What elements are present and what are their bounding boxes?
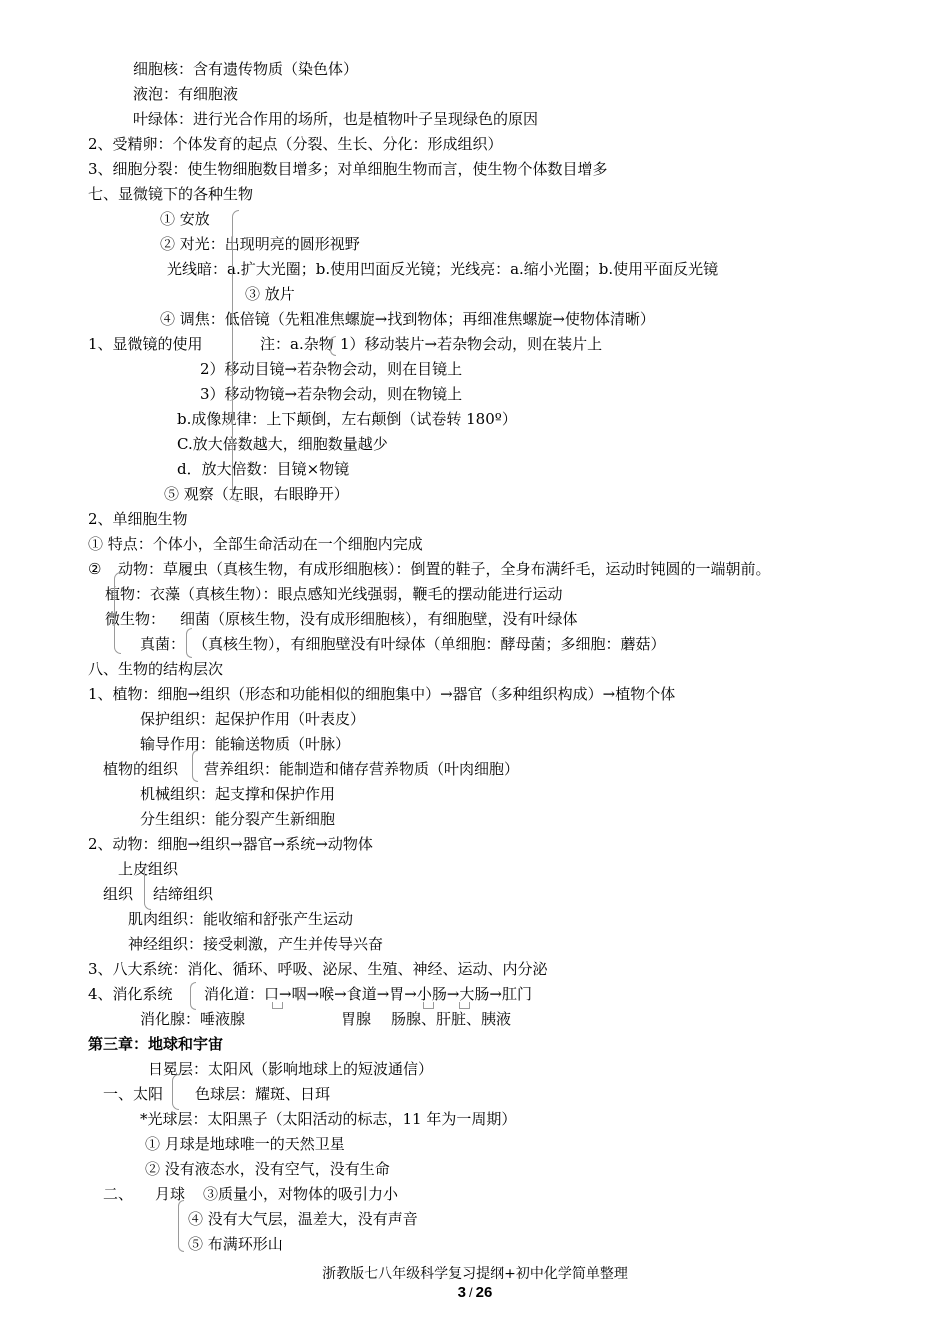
text-line: 消化道：口→咽→喉→食道→胃→小肠→大肠→肛门 [204, 985, 532, 1003]
brace-icon [186, 628, 192, 658]
chapter-heading: 第三章：地球和宇宙 [88, 1035, 224, 1053]
text-line: 叶绿体：进行光合作用的场所，也是植物叶子呈现绿色的原因 [133, 110, 539, 128]
page-indicator [0, 1284, 950, 1301]
text-line: 输导作用：能输送物质（叶脉） [140, 735, 351, 753]
text-line: 微生物： [105, 610, 166, 628]
text-line: 真菌： [140, 635, 186, 653]
text-line: 液泡：有细胞液 [133, 85, 239, 103]
text-line: ④ 没有大气层，温差大，没有声音 [188, 1210, 418, 1228]
text-line: 结缔组织 [153, 885, 214, 903]
text-line: 2、受精卵：个体发育的起点（分裂、生长、分化：形成组织） [88, 135, 503, 153]
section-heading: 2、单细胞生物 [88, 510, 188, 528]
page-current: 3 [457, 1284, 467, 1301]
text-line: 胃腺 [341, 1010, 372, 1028]
footer-title: 浙教版七八年级科学复习提纲+初中化学简单整理 [322, 1266, 628, 1282]
text-line: 保护组织：起保护作用（叶表皮） [140, 710, 366, 728]
text-line: 1、植物：细胞→组织（形态和功能相似的细胞集中）→器官（多种组织构成）→植物个体 [88, 685, 676, 703]
text-line: C.放大倍数越大，细胞数量越少 [177, 435, 388, 453]
text-line: d．放大倍数：目镜×物镜 [177, 460, 350, 478]
brace-icon [144, 864, 151, 910]
text-line: 消化腺：唾液腺 [140, 1010, 246, 1028]
text-line: 上皮组织 [118, 860, 179, 878]
text-line: 神经组织：接受刺激，产生并传导兴奋 [128, 935, 384, 953]
brace-icon [190, 982, 196, 1010]
brace-icon [172, 1074, 179, 1110]
text-line: 动物：草履虫（真核生物，有成形细胞核）：倒置的鞋子，全身布满纤毛，运动时钝圆的一端朝前。 [118, 560, 771, 578]
text-line: ③质量小，对物体的吸引力小 [203, 1185, 399, 1203]
text-line: 组织 [103, 885, 134, 903]
text-line: 注：a.杂物 [260, 335, 334, 353]
page-total: 26 [475, 1284, 493, 1301]
text-line: 肌肉组织：能收缩和舒张产生运动 [128, 910, 354, 928]
text-line: ④ 调焦：低倍镜（先粗准焦螺旋→找到物体；再细准焦螺旋→使物体清晰） [160, 310, 655, 328]
text-line: 细菌（原核生物，没有成形细胞核），有细胞壁，没有叶绿体 [180, 610, 578, 628]
text-line: 分生组织：能分裂产生新细胞 [140, 810, 336, 828]
text-line: ③ 放片 [245, 285, 295, 303]
text-line: ① 特点：个体小，全部生命活动在一个细胞内完成 [88, 535, 423, 553]
text-line: 3、细胞分裂：使生物细胞数目增多；对单细胞生物而言，使生物个体数目增多 [88, 160, 608, 178]
text-line: 肠腺、肝脏、胰液 [391, 1010, 512, 1028]
text-line: *光球层：太阳黑子（太阳活动的标志，11 年为一周期） [140, 1110, 517, 1128]
brace-icon [330, 336, 336, 356]
brace-icon [232, 210, 239, 502]
brace-icon [192, 750, 198, 782]
text-line: 一、太阳 [103, 1085, 164, 1103]
text-line: ① 安放 [160, 210, 210, 228]
section-heading: 七、显微镜下的各种生物 [88, 185, 254, 203]
text-line: ② [88, 560, 102, 578]
text-line: 植物：衣藻（真核生物）：眼点感知光线强弱，鞭毛的摆动能进行运动 [105, 585, 563, 603]
text-line: 月球 [155, 1185, 186, 1203]
text-line: 1）移动装片→若杂物会动，则在装片上 [340, 335, 603, 353]
text-line: ② 对光：出现明亮的圆形视野 [160, 235, 360, 253]
text-line: 植物的组织 [103, 760, 179, 778]
text-line: ② 没有液态水，没有空气，没有生命 [145, 1160, 390, 1178]
text-line: 色球层：耀斑、日珥 [195, 1085, 331, 1103]
text-line: 机械组织：起支撑和保护作用 [140, 785, 336, 803]
text-line: 细胞核：含有遗传物质（染色体） [133, 60, 359, 78]
text-line: ① 月球是地球唯一的天然卫星 [145, 1135, 345, 1153]
down-arrow-icon [459, 1002, 470, 1009]
section-heading: 八、生物的结构层次 [88, 660, 224, 678]
text-line: 二、 [103, 1185, 134, 1203]
text-line: 1、显微镜的使用 [88, 335, 203, 353]
text-line: 2）移动目镜→若杂物会动，则在目镜上 [200, 360, 463, 378]
text-line: 3）移动物镜→若杂物会动，则在物镜上 [200, 385, 463, 403]
text-line: 3、八大系统：消化、循环、呼吸、泌尿、生殖、神经、运动、内分泌 [88, 960, 548, 978]
brace-icon [114, 572, 121, 654]
page-separator: / [469, 1285, 473, 1300]
text-line: 2、动物：细胞→组织→器官→系统→动物体 [88, 835, 373, 853]
text-line: 营养组织：能制造和储存营养物质（叶肉细胞） [204, 760, 520, 778]
down-arrow-icon [272, 1002, 283, 1009]
text-line: 日冕层：太阳风（影响地球上的短波通信） [148, 1060, 434, 1078]
text-line: 光线暗：a.扩大光圈；b.使用凹面反光镜；光线亮：a.缩小光圈；b.使用平面反光镜 [167, 260, 719, 278]
text-line: ⑤ 观察（左眼，右眼睁开） [164, 485, 349, 503]
text-line: 4、消化系统 [88, 985, 173, 1003]
down-arrow-icon [423, 1002, 434, 1009]
text-line: b.成像规律：上下颠倒，左右颠倒（试卷转 180º） [177, 410, 517, 428]
brace-icon [178, 1200, 184, 1252]
text-line: ⑤ 布满环形山 [188, 1235, 283, 1253]
text-line: （真核生物），有细胞壁没有叶绿体（单细胞：酵母菌；多细胞：蘑菇） [193, 635, 666, 653]
